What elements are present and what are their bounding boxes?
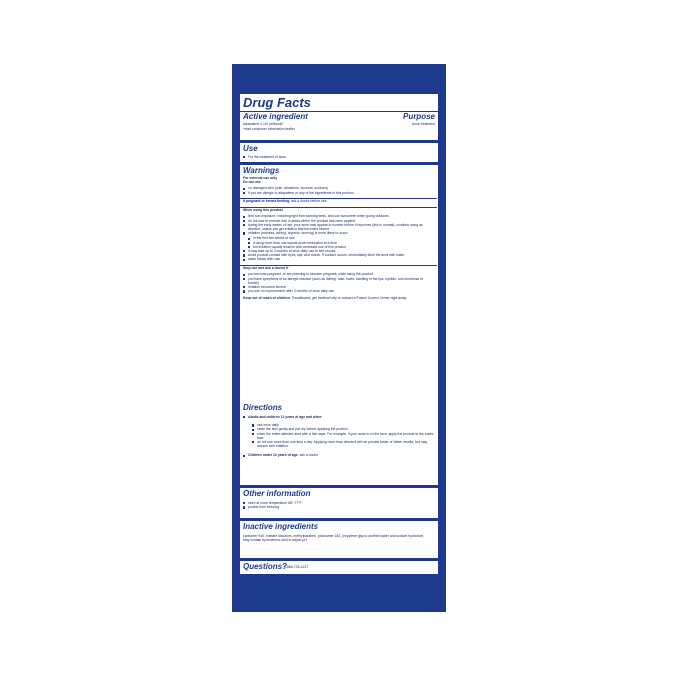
warnings-box <box>240 165 438 405</box>
bullet-icon <box>243 156 245 158</box>
bullet-icon <box>248 242 250 244</box>
use-box <box>240 143 438 162</box>
bullet-icon <box>243 278 245 280</box>
list-item: during the early weeks of use, your acne may appear to worsen before it improves (this is normal); continue using as directed, unless you get irritation that becomes severe <box>243 223 434 231</box>
keep-out-of-reach-note: Keep out of reach of children. If swallowed, get medical help or contact a Poison Control Center right away. <box>243 296 407 301</box>
external-use-note: For external use only <box>243 176 278 180</box>
bullet-icon <box>252 441 254 443</box>
do-not-use-heading: Do not use <box>243 180 261 185</box>
bullet-icon <box>248 246 250 248</box>
bullet-icon <box>243 506 245 508</box>
list-subitem: if using more than one topical acne medication at a time <box>243 241 434 245</box>
list-subitem: but irritation usually lessens with continued use of this product <box>243 245 434 249</box>
bullet-icon <box>243 274 245 276</box>
bullet-icon <box>252 429 254 431</box>
list-item: protect from freezing <box>243 505 434 509</box>
list-subitem: do not use more than one time a day. Applying more than directed will not provide faster or better results, but may worsen skin irritation. <box>243 440 434 448</box>
warnings-heading: Warnings <box>243 166 280 175</box>
bullet-icon <box>243 188 245 190</box>
list-item: you see no improvement after 3 months of once daily use <box>243 289 434 293</box>
inactive-ingredients-heading: Inactive ingredients <box>243 522 319 531</box>
other-information-box <box>240 488 438 518</box>
questions-heading: Questions? <box>243 562 288 571</box>
bullet-icon <box>252 424 254 426</box>
bullet-icon <box>252 433 254 435</box>
list-item: do not wax to remove hair in areas where the product has been applied <box>243 219 434 223</box>
drug-facts-header-box <box>240 94 438 140</box>
bullet-icon <box>243 220 245 222</box>
list-item: limit sun exposure, including light from tanning beds, and use sunscreen when going outdoors <box>243 214 434 218</box>
list-item: you become pregnant, or are planning to become pregnant, while using the product <box>243 272 434 276</box>
bullet-icon <box>243 224 245 226</box>
directions-heading: Directions <box>243 403 283 412</box>
list-subitem: clean the skin gently and pat dry before applying the product <box>243 427 434 431</box>
list-item: irritation (redness, itching, dryness, burning) is more likely to occur: <box>243 231 434 235</box>
pregnant-note: If pregnant or breast-feeding, ask a doctor before use. <box>243 199 328 204</box>
drug-facts-panel <box>232 64 446 612</box>
bullet-icon <box>243 192 245 194</box>
bullet-icon <box>243 290 245 292</box>
inactive-ingredients-text: carbomer 940, edetate disodium, methylparaben, poloxamer 182, propylene glycol, purified water and sodium hydroxide. <box>243 534 424 538</box>
list-item: on damaged skin (cuts, abrasions, eczema, sunburn) <box>243 186 434 190</box>
list-item: irritation becomes severe <box>243 285 434 289</box>
adults-heading: Adults and children 12 years of age and older: <box>243 415 434 419</box>
bullet-icon <box>243 455 245 457</box>
bullet-icon <box>243 502 245 504</box>
list-item: it may take up to 3 months of once daily use to see results <box>243 249 434 253</box>
list-subitem: in the first few weeks of use <box>243 236 434 240</box>
when-using-heading: When using this product <box>243 208 283 213</box>
list-item: avoid product contact with eyes, lips, and mouth. If contact occurs, immediately flush the area with water. <box>243 253 434 257</box>
active-ingredient-line: Adapalene 0.1% (retinoid)* <box>243 122 284 126</box>
directions-box <box>240 402 438 485</box>
children-note: Children under 12 years of age: ask a doctor <box>243 453 434 457</box>
bullet-icon <box>243 232 245 234</box>
questions-phone[interactable]: 1-866-735-4137 <box>284 565 309 569</box>
bullet-icon <box>243 416 245 418</box>
list-subitem: use once daily <box>243 423 434 427</box>
list-subitem: cover the entire affected area with a thin layer. For example, if your acne is on the face, apply the product to the entire face. <box>243 432 434 440</box>
drug-facts-title: Drug Facts <box>243 95 311 110</box>
inactive-ingredients-ph-note: May contain hydrochloric acid to adjust pH. <box>243 538 308 543</box>
bullet-icon <box>243 254 245 256</box>
use-heading: Use <box>243 144 258 153</box>
active-ingredient-heading: Active ingredient <box>243 112 308 121</box>
questions-box <box>240 561 438 574</box>
inactive-ingredients-box <box>240 521 438 558</box>
purpose-value: Acne treatment <box>412 122 435 126</box>
bullet-icon <box>243 286 245 288</box>
list-item: store at room temperature 68°-77°F <box>243 501 434 505</box>
list-item: wash hands after use <box>243 257 434 261</box>
other-information-heading: Other information <box>243 489 311 498</box>
purpose-heading: Purpose <box>402 112 435 121</box>
footnote: *read consumer information leaflet <box>243 127 295 131</box>
bullet-icon <box>243 250 245 252</box>
bullet-icon <box>243 259 245 261</box>
bullet-icon <box>243 216 245 218</box>
list-item: if you are allergic to adapalene or any of the ingredients in this product. <box>243 191 434 195</box>
bullet-icon <box>248 238 250 240</box>
use-item: For the treatment of acne <box>243 155 433 159</box>
stop-use-heading: Stop use and ask a doctor if <box>243 266 289 271</box>
list-item: you have symptoms of an allergic reaction (such as itching, rash, hives, swelling of the lips, eyelids, and shortness of breath) <box>243 277 434 285</box>
